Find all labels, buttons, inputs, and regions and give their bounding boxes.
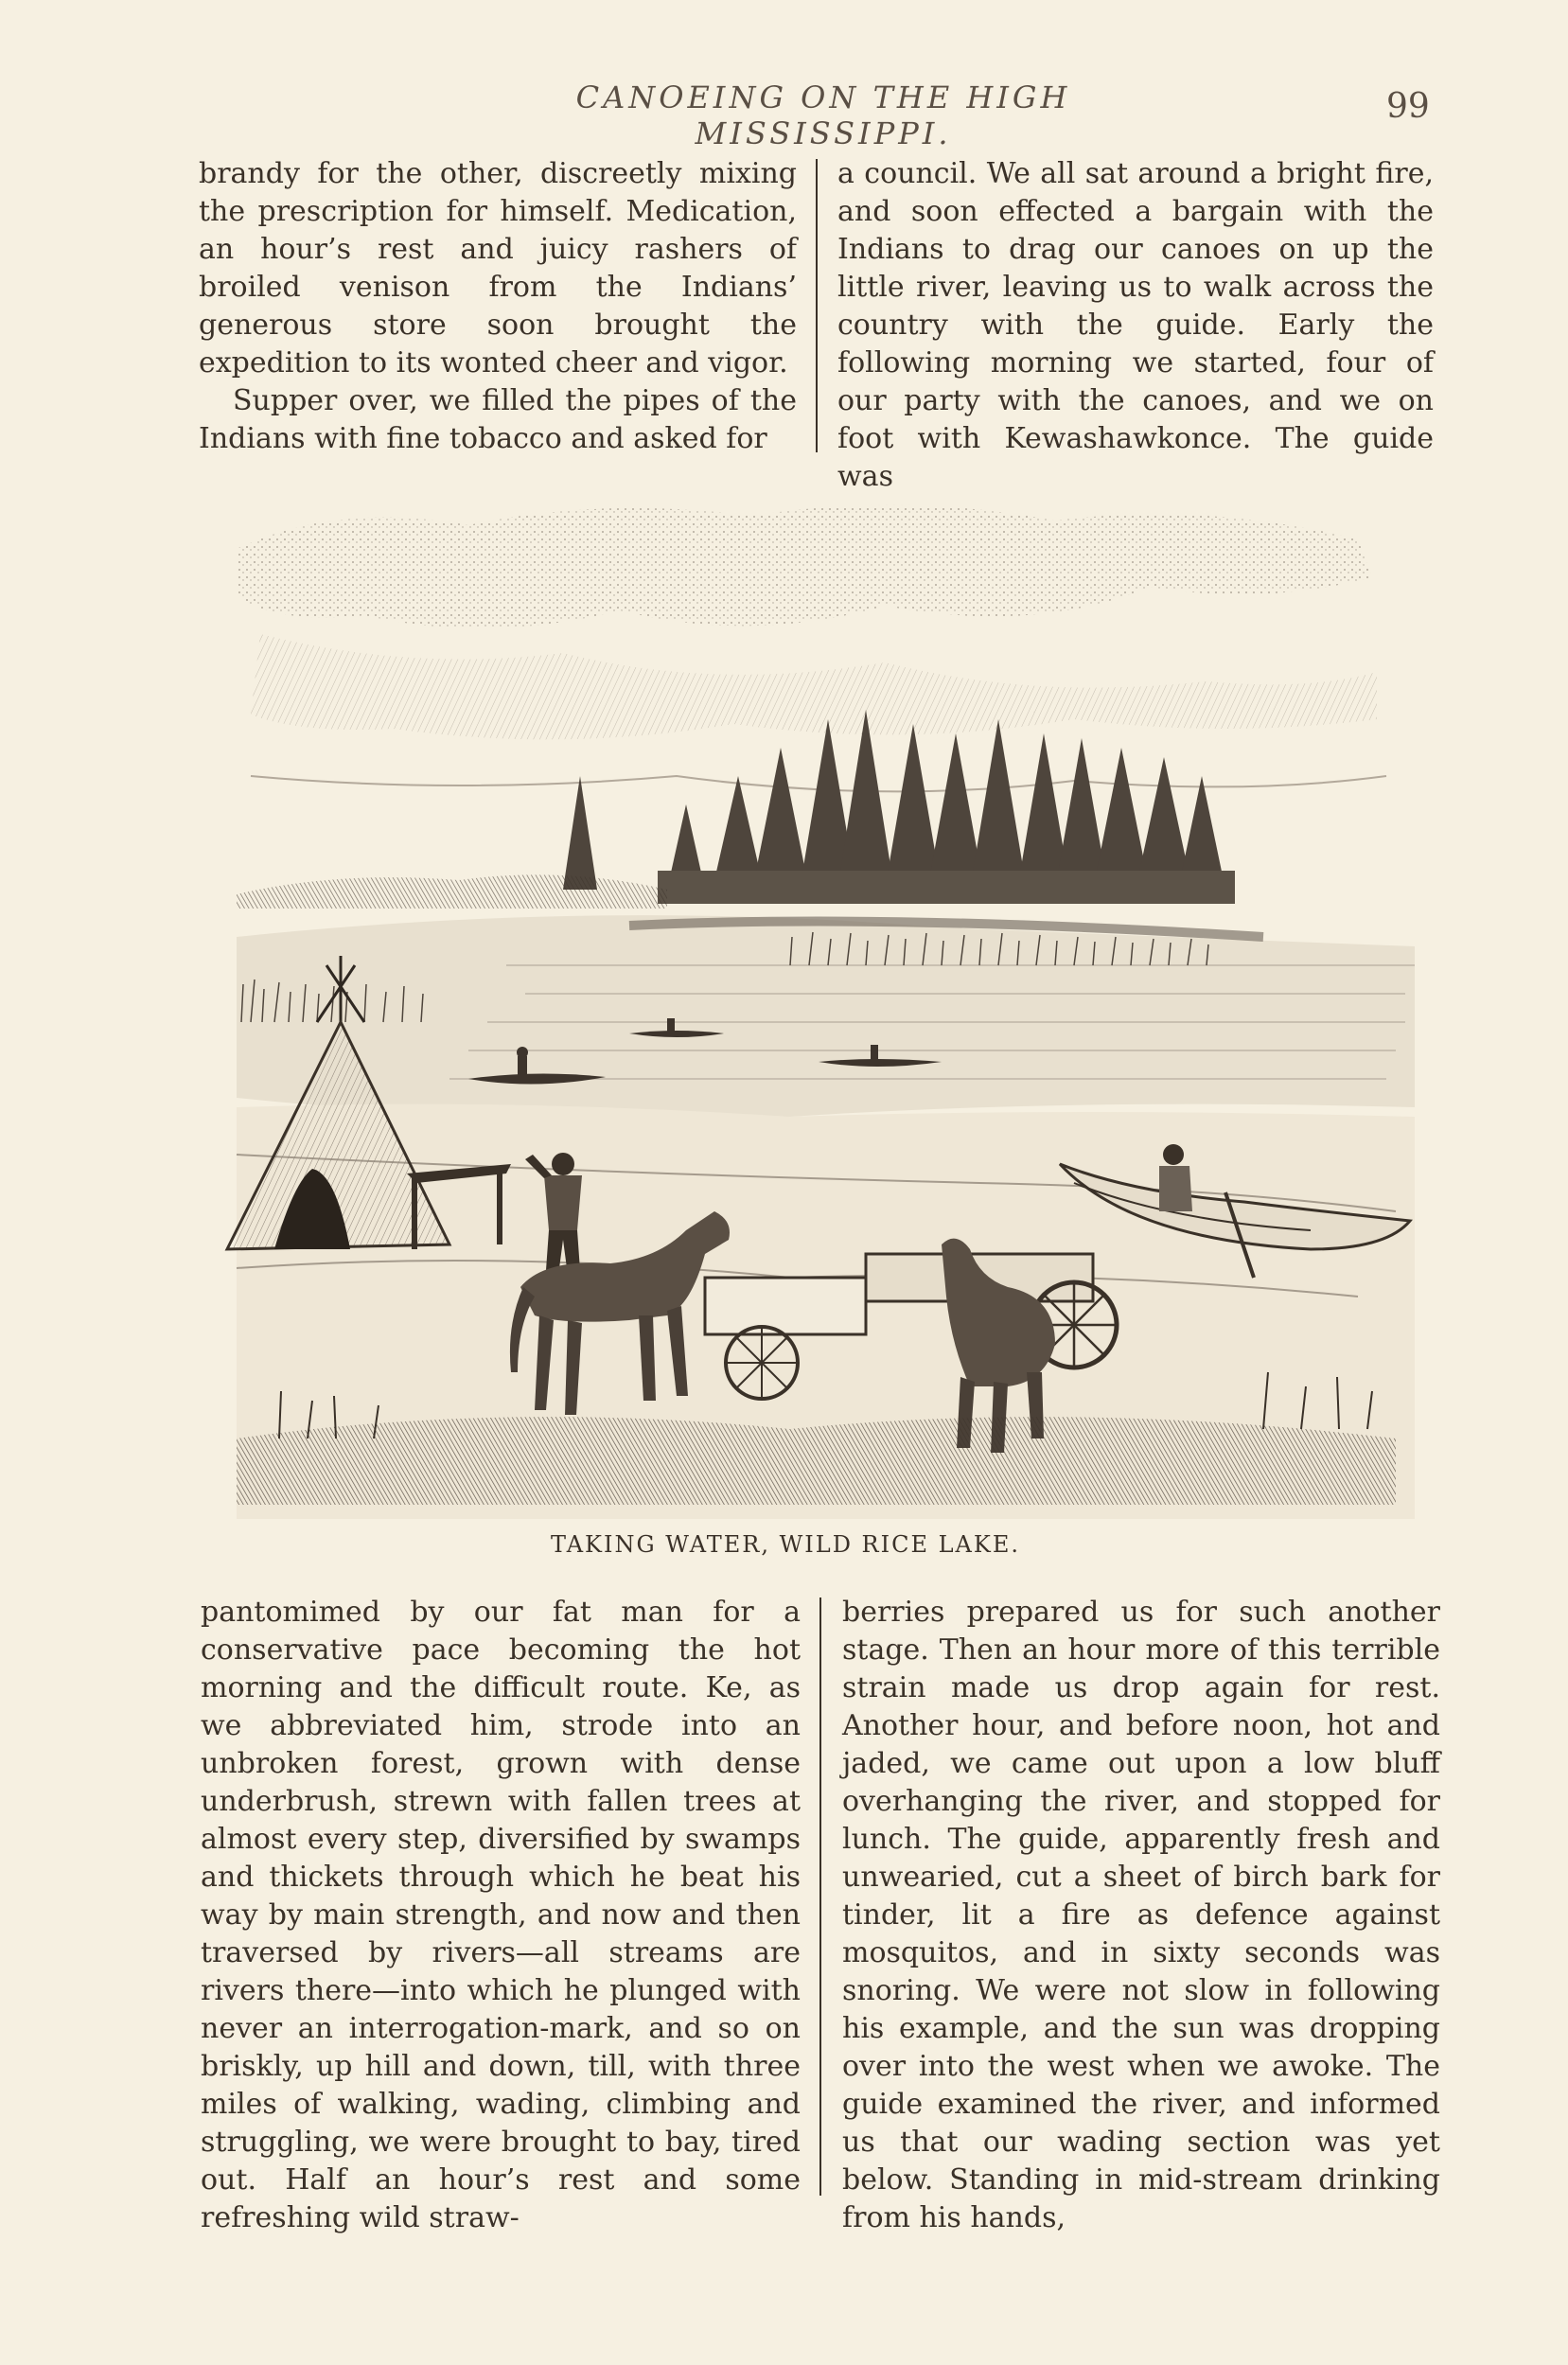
pine-forest (237, 710, 1235, 909)
sky-clouds (237, 505, 1386, 792)
text-column-top-right (837, 155, 1434, 496)
text-column-bottom-right (842, 1594, 1440, 2237)
page-number: 99 (1386, 87, 1430, 126)
paragraph: a council. We all sat around a bright fire, and soon effected a bargain with the Indians to drag our canoes on up the little river, leaving us to walk across the country with the guide. Early the following morning we started, four of our party with the canoes, and we on foot with Kewashawkonce. The guide was (837, 157, 1434, 493)
engraving-illustration (222, 492, 1429, 1519)
paragraph: berries prepared us for such another stage. Then an hour more of this terrible strain made us drop again for rest. Another hour, and before noon, hot and jaded, we came out upon a low bluff overhanging the river, and stopped for lunch. The guide, apparently fresh and unwearied, cut a sheet of birch bark for tinder, lit a fire as defence against mosquitos, and in sixty seconds was snoring. We were not slow in following his example, and the sun was dropping over into the west when we awoke. The guide examined the river, and informed us that our wading section was yet below. Standing in mid-stream drinking from his hands, (842, 1596, 1440, 2234)
paragraph: brandy for the other, discreetly mixing the prescription for himself. Medication, an hour’s rest and juicy rashers of broiled venison from the Indians’ generous store soon brought the expedition to its wonted cheer and vigor. (199, 157, 797, 379)
column-divider (819, 1597, 821, 2196)
lake-water (237, 915, 1415, 1119)
figure-caption: TAKING WATER, WILD RICE LAKE. (551, 1531, 1020, 1558)
text-column-bottom-left (201, 1594, 801, 2237)
paragraph: pantomimed by our fat man for a conservative pace becoming the hot morning and the difficult route. Ke, as we abbreviated him, strode into an unbroken forest, grown with dense underbrush, strewn with fallen trees at almost every step, diversified by swamps and thickets through which he beat his way by main strength, and now and then traversed by rivers—all streams are rivers there—into which he plunged with never an interrogation-mark, and so on briskly, up hill and down, till, with three miles of walking, wading, climbing and struggling, we were brought to bay, tired out. Half an hour’s rest and some refreshing wild straw- (201, 1596, 801, 2234)
column-divider (816, 159, 818, 452)
text-column-top-left (199, 155, 797, 458)
paragraph: Supper over, we filled the pipes of the Indians with fine tobacco and asked for (199, 384, 797, 455)
running-title: CANOEING ON THE HIGH MISSISSIPPI. (575, 79, 1071, 151)
